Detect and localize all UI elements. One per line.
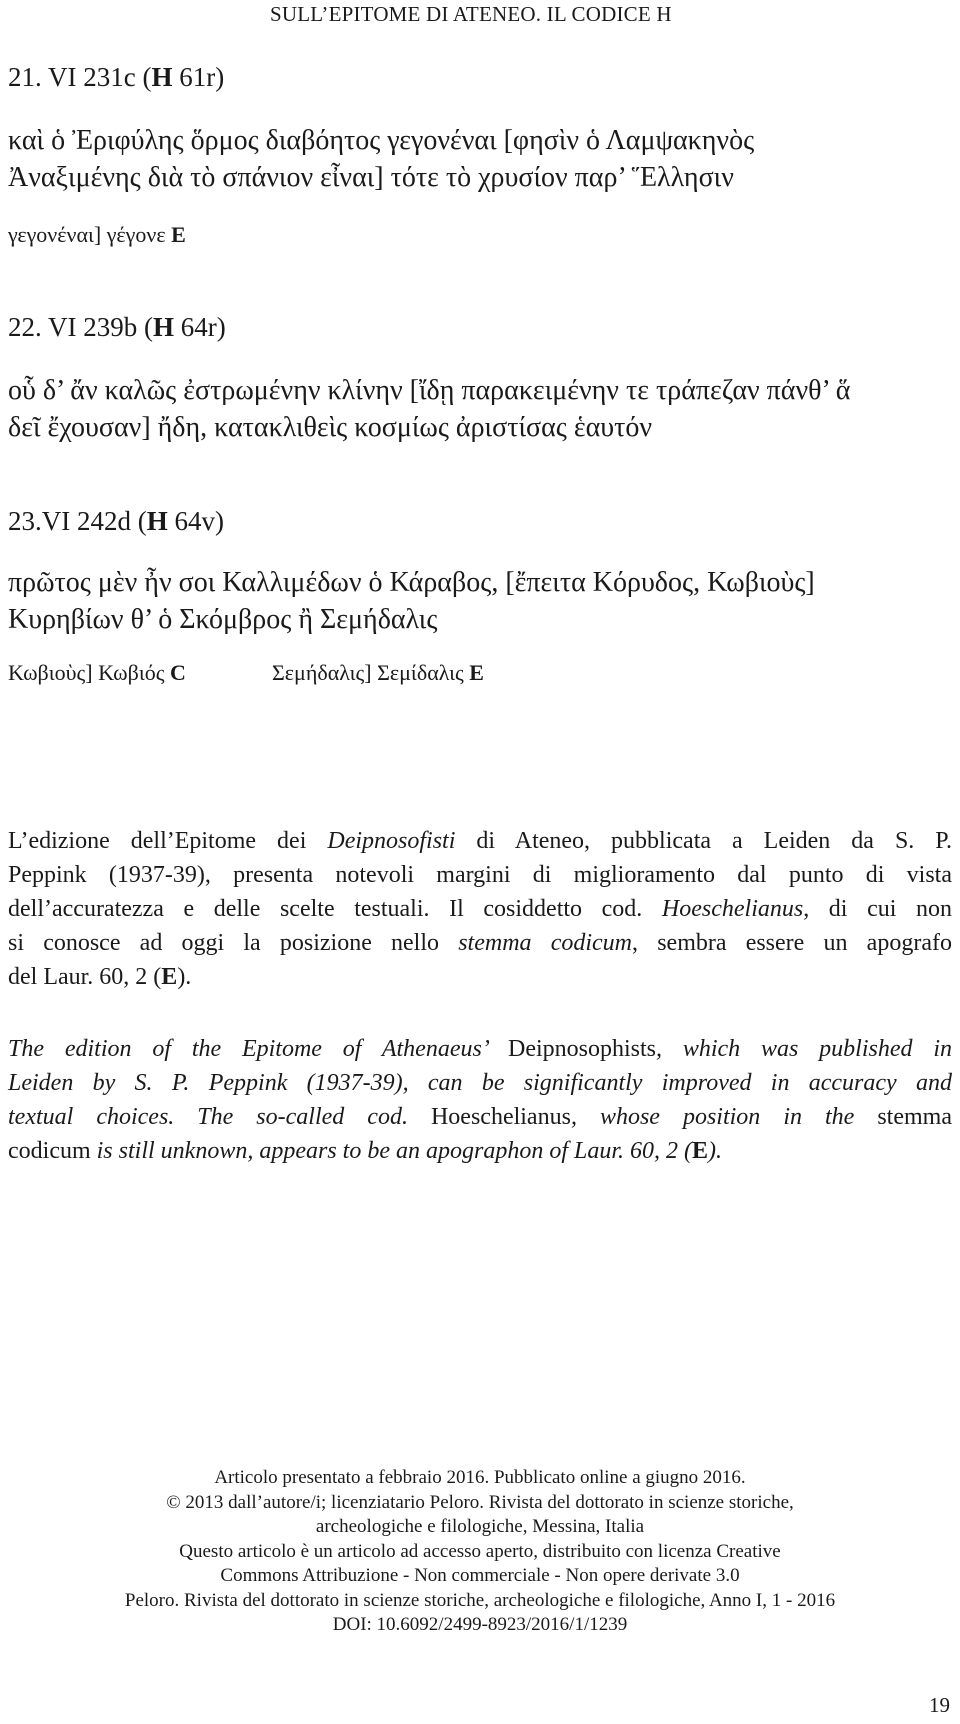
abstract-line (8, 960, 952, 994)
publication-footer (0, 1466, 960, 1638)
apparatus-siglum: C (169, 660, 186, 685)
abstract-term: stemma (877, 1104, 952, 1130)
abstract-line (8, 1134, 952, 1168)
doi-line: DOI: 10.6092/2499-8923/2016/1/1239 (332, 1614, 628, 1635)
abstract-line: Peppink (1937-39), presenta notevoli margini di miglioramento dal punto di vista (8, 862, 952, 888)
abstract-text: di Ateneo, pubblicata a Leiden da S. P. (455, 828, 952, 854)
abstract-italian (8, 824, 952, 994)
abstract-text: , which was published in (656, 1036, 952, 1062)
apparatus-text: Σεμήδαλις] Σεμίδαλις (272, 660, 470, 685)
apparatus-note (272, 660, 484, 686)
abstract-term: stemma codicum (458, 930, 633, 956)
abstract-text: si conosce ad oggi la posizione nello (8, 930, 459, 956)
footer-line: archeologiche e filologiche, Messina, Italia (315, 1516, 645, 1537)
footer-line: Articolo presentato a febbraio 2016. Pubblicato online a giugno 2016. (214, 1467, 746, 1488)
footer-line: Questo articolo è un articolo ad accesso aperto, distribuito con licenza Creative (179, 1540, 781, 1562)
entry-heading (8, 506, 224, 537)
entry-heading (8, 62, 224, 93)
abstract-line (8, 1100, 952, 1134)
apparatus-text: γεγονέναι] γέγονε (8, 222, 172, 247)
abstract-line: Leiden by S. P. Peppink (1937-39), can be significantly improved in accuracy and (8, 1070, 952, 1096)
greek-text-line: πρῶτος μὲν ἦν σοι Καλλιμέδων ὁ Κάραβος, [ἔπειτα Κόρυδος, Κωβιοὺς] (8, 567, 815, 598)
page-number: 19 (929, 1693, 950, 1717)
manuscript-siglum: H (153, 312, 175, 342)
entry-heading-pre: 23.VI 242d ( (8, 506, 147, 536)
entry-heading-pre: 21. VI 231c ( (8, 62, 152, 92)
abstract-text: , whose position in the (570, 1104, 878, 1130)
apparatus-note (8, 660, 186, 686)
entry-heading-post: 61r) (172, 62, 225, 92)
greek-text-line: καὶ ὁ Ἐριφύλης ὅρμος διαβόητος γεγονέναι [φησὶν ὁ Λαμψακηνὸς (8, 125, 755, 156)
abstract-english (8, 1032, 952, 1168)
abstract-text: L’edizione dell’Epitome dei (8, 828, 328, 854)
footer-line: Peloro. Rivista del dottorato in scienze storiche, archeologiche e filologiche, Anno I, 1 - 2016 (124, 1589, 836, 1611)
abstract-text: is still unknown, appears to be an apographon of Laur. 60, 2 ( (90, 1138, 692, 1164)
abstract-term: codicum (8, 1138, 91, 1164)
entry-heading-pre: 22. VI 239b ( (8, 312, 153, 342)
manuscript-siglum: H (151, 62, 173, 92)
manuscript-siglum: H (146, 506, 168, 536)
abstract-text: dell’accuratezza e delle scelte testuali. Il cosiddetto cod. (8, 896, 662, 922)
abstract-title: Deipnosophists (507, 1036, 656, 1062)
abstract-line (8, 926, 952, 960)
abstract-codex-name: Hoeschelianus (430, 1104, 571, 1130)
entry-heading (8, 312, 226, 343)
abstract-line (8, 824, 952, 858)
abstract-text: ). (708, 1138, 723, 1164)
abstract-text: , sembra essere un apografo (632, 930, 952, 956)
greek-text-line: δεῖ ἔχουσαν] ἤδη, κατακλιθεὶς κοσμίως ἀριστίσας ἑαυτόν (8, 412, 653, 443)
apparatus-siglum: E (469, 660, 484, 685)
abstract-siglum: E (692, 1138, 709, 1164)
abstract-text: The edition of the Epitome of Athenaeus’ (8, 1036, 508, 1062)
running-header: SULL’EPITOME DI ATENEO. IL CODICE H (270, 2, 672, 26)
greek-text-line: Κυρηβίων θ’ ὁ Σκόμβρος ἢ Σεμήδαλις (8, 604, 438, 635)
abstract-text: ). (177, 964, 192, 990)
abstract-text: , di cui non (803, 896, 952, 922)
abstract-text: del Laur. 60, 2 ( (8, 964, 162, 990)
entry-heading-post: 64v) (167, 506, 224, 536)
apparatus-siglum: E (171, 222, 186, 247)
abstract-codex-name: Hoeschelianus (661, 896, 804, 922)
abstract-siglum: E (161, 964, 178, 990)
abstract-line (8, 1032, 952, 1066)
apparatus-note (8, 222, 186, 248)
footer-line: Commons Attribuzione - Non commerciale - Non opere derivate 3.0 (220, 1565, 740, 1586)
greek-text-line: Ἀναξιμένης διὰ τὸ σπάνιον εἶναι] τότε τὸ χρυσίον παρ’ Ἕλλησιν (8, 162, 734, 193)
entry-heading-post: 64r) (174, 312, 226, 342)
greek-text-line: οὗ δ’ ἄν καλῶς ἐστρωμένην κλίνην [ἴδῃ παρακειμένην τε τράπεζαν πάνθ’ ἅ (8, 375, 851, 406)
abstract-line (8, 892, 952, 926)
footer-line: © 2013 dall’autore/i; licenziatario Peloro. Rivista del dottorato in scienze storiche, (166, 1491, 794, 1513)
abstract-title: Deipnosofisti (327, 828, 456, 854)
abstract-text: textual choices. The so-called cod. (8, 1104, 431, 1130)
apparatus-text: Κωβιοὺς] Κωβιός (8, 660, 170, 685)
